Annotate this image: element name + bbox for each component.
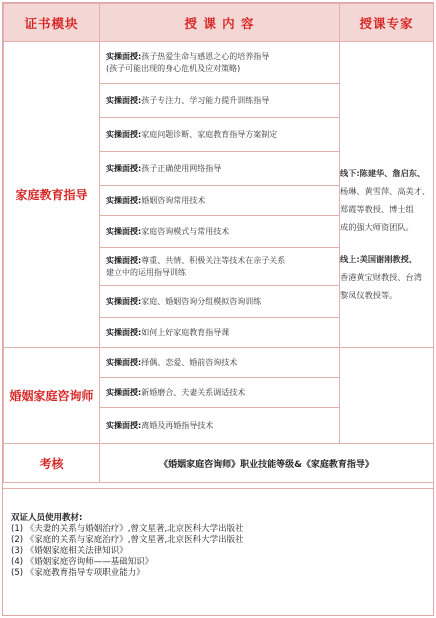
experts-cell: 线下:陈建华、詹启东、 杨琳、黄雪萍、高美才、 郑霞等教授、博士组 成的强大师资团队。 线上:美国谢刚教授、 香港黄宝财教授、台湾 黎凤仪教授等。 [340, 42, 434, 348]
textbook-item: (4) 《婚姻家庭咨询师——基础知识》 [11, 557, 154, 567]
textbooks-title: 双证人员使用教材: [11, 513, 83, 523]
experts-offline: 线下:陈建华、詹启东、 [340, 167, 426, 178]
module-family-education: 家庭教育指导 [4, 42, 100, 348]
course-row: 实操面授:离婚及再婚指导技术 [100, 408, 340, 444]
course-row: 实操面授:新婚磨合、夫妻关系调适技术 [100, 378, 340, 408]
textbook-item: (2) 《家庭的关系与家庭治疗》,曾文星著,北京医科大学出版社 [11, 535, 244, 545]
certificate-course-table [2, 2, 434, 616]
course-row: 实操面授:择偶、恋爱、婚前咨询技术 [100, 348, 340, 378]
course-table [3, 3, 434, 483]
textbooks-section [3, 488, 433, 616]
experts-online: 线上:美国谢刚教授、 [340, 253, 417, 264]
textbook-item: (5) 《家庭教育指导专项职业能力》 [11, 568, 145, 578]
course-row: 实操面授:如何上好家庭教育指导课 [100, 318, 340, 348]
course-row: 实操面授:孩子正确使用网络指导 [100, 152, 340, 186]
course-row: 实操面授:家庭咨询模式与常用技术 [100, 216, 340, 248]
course-row: 实操面授:婚姻咨询常用技术 [100, 186, 340, 216]
header-experts: 授课专家 [340, 4, 434, 42]
course-row: 实操面授:尊重、共情、积极关注等技术在亲子关系 建立中的运用指导训练 [100, 248, 340, 286]
course-row: 实操面授:孩子热爱生命与感恩之心的培养指导 (孩子可能出现的身心危机及应对策略) [100, 42, 340, 84]
module-marriage-counselor: 婚姻家庭咨询师 [4, 348, 100, 444]
textbook-item: (3) 《婚姻家庭相关法律知识》 [11, 546, 128, 556]
header-module: 证书模块 [4, 4, 100, 42]
course-row: 实操面授:家庭、婚姻咨询分组模拟咨询训练 [100, 286, 340, 318]
course-row: 实操面授:家庭问题诊断、家庭教育指导方案制定 [100, 118, 340, 152]
course-row: 实操面授:孩子专注力、学习能力提升训练指导 [100, 84, 340, 118]
header-content: 授 课 内 容 [100, 4, 340, 42]
experts-empty-cell [340, 348, 434, 444]
exam-value: 《婚姻家庭咨询师》职业技能等级&《家庭教育指导》 [100, 444, 434, 483]
exam-label: 考核 [4, 444, 100, 483]
textbook-item: (1) 《夫妻的关系与婚姻治疗》,曾文星著,北京医科大学出版社 [11, 524, 244, 534]
